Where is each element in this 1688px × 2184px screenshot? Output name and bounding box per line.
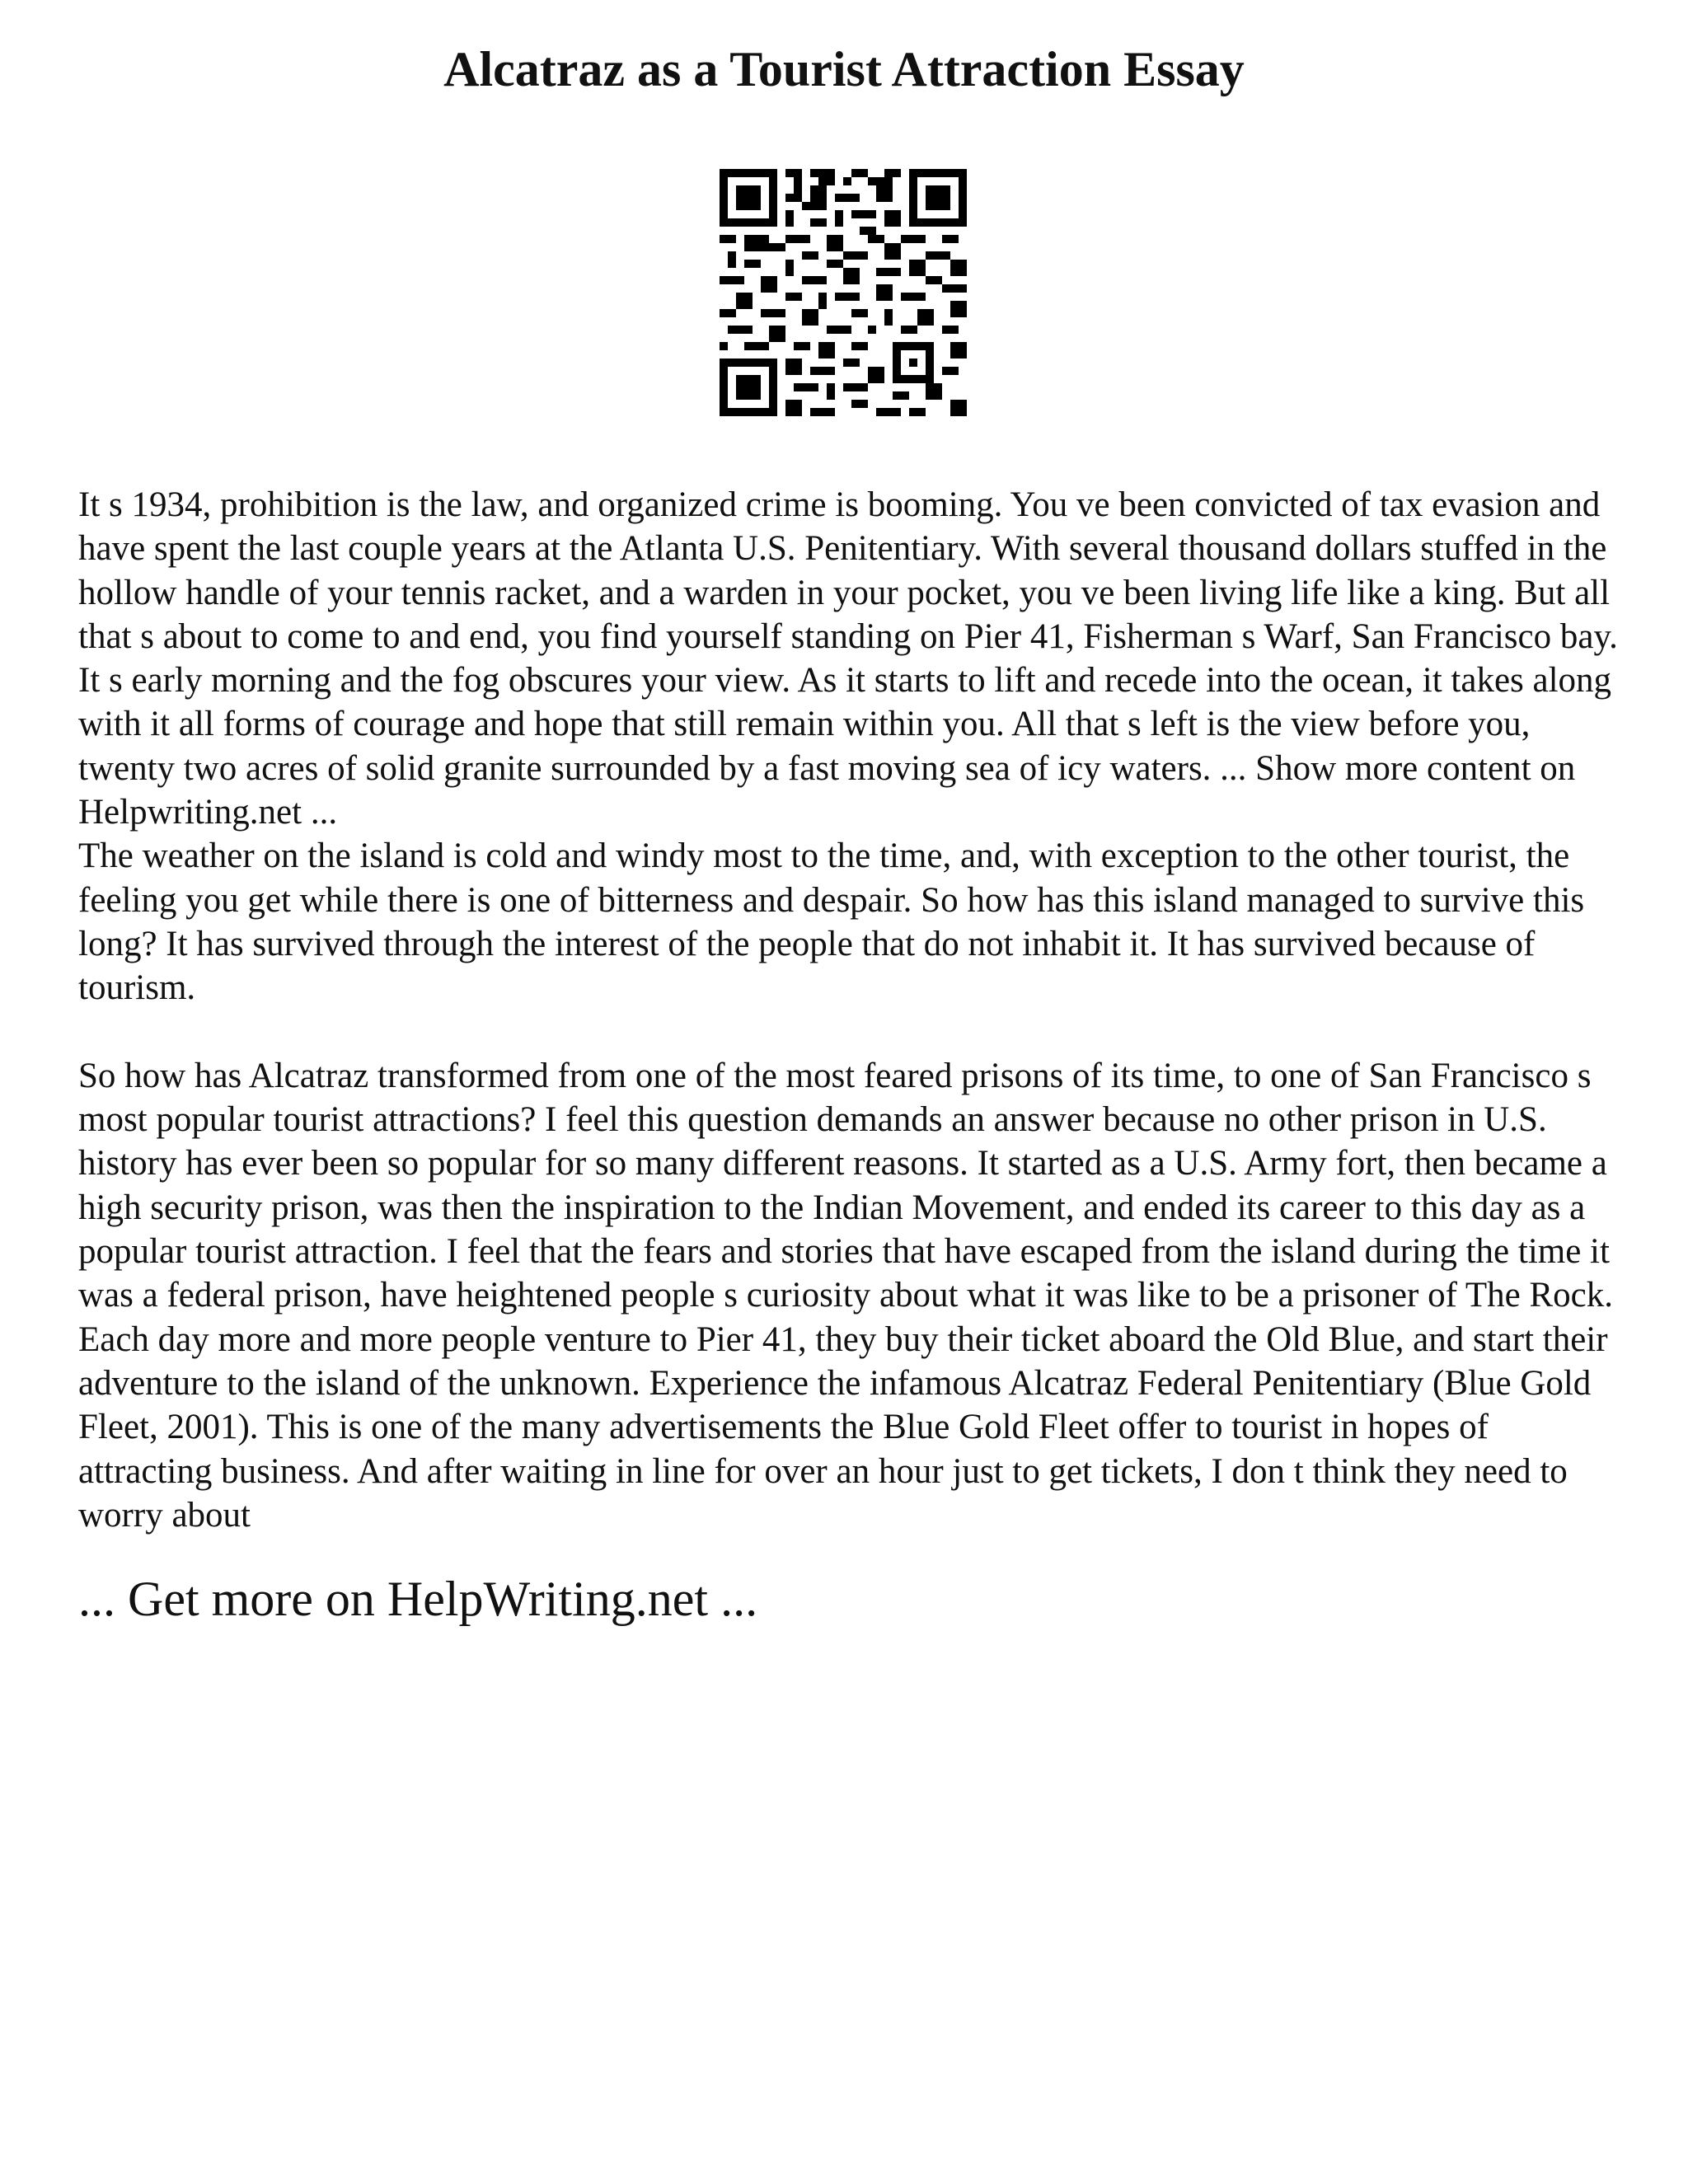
qr-code-graphic	[720, 169, 967, 416]
essay-body	[78, 483, 1628, 1537]
qr-code-icon[interactable]	[720, 169, 967, 416]
get-more-link[interactable]: ... Get more on HelpWriting.net ...	[78, 1572, 758, 1626]
paragraph-2: The weather on the island is cold and windy most to the time, and, with exception to the other tourist, the feeling you get while there is one of bitterness and despair. So how has this island managed to survive this long? It has survived through the interest of the people that do not inhabit it. It has survived because of tourism.	[78, 837, 1585, 1008]
paragraph-1: It s 1934, prohibition is the law, and organized crime is booming. You ve been convicted of tax evasion and have spent the last couple years at the Atlanta U.S. Penitentiary. With several thousand dollars stuffed in the hollow handle of your tennis racket, and a warden in your pocket, you ve been living life like a king. But all that s about to come to and end, you find yourself standing on Pier 41, Fisherman s Warf, San Francisco bay. It s early morning and the fog obscures your view. As it starts to lift and recede into the ocean, it takes along with it all forms of courage and hope that still remain within you. All that s left is the view before you, twenty two acres of solid granite surrounded by a fast moving sea of icy waters. ... Show more content on Helpwriting.net ...	[78, 485, 1618, 832]
page-title: Alcatraz as a Tourist Attraction Essay	[443, 42, 1245, 96]
paragraph-3: So how has Alcatraz transformed from one of the most feared prisons of its time, to one of San Francisco s most popular tourist attractions? I feel this question demands an answer because no other prison in U.S. history has ever been so popular for so many different reasons. It started as a U.S. Army fort, then became a high security prison, was then the inspiration to the Indian Movement, and ended its career to this day as a popular tourist attraction. I feel that the fears and stories that have escaped from the island during the time it was a federal prison, have heightened people s curiosity about what it was like to be a prisoner of The Rock. Each day more and more people venture to Pier 41, they buy their ticket aboard the Old Blue, and start their adventure to the island of the unknown. Experience the infamous Alcatraz Federal Penitentiary (Blue Gold Fleet, 2001). This is one of the many advertisements the Blue Gold Fleet offer to tourist in hopes of attracting business. And after waiting in line for over an hour just to get tickets, I don t think they need to worry about	[78, 1056, 1613, 1535]
